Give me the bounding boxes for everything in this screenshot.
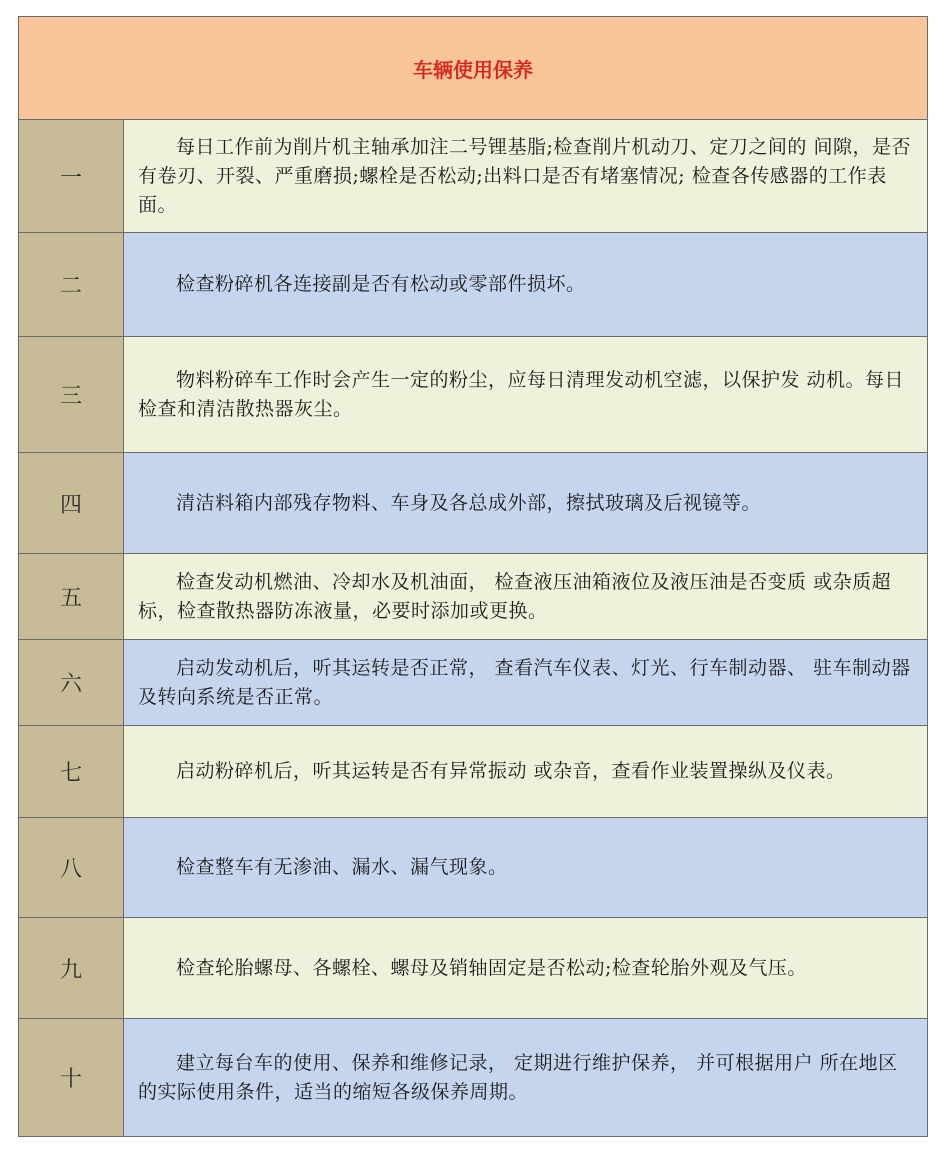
- row-number: 一: [19, 120, 124, 232]
- table-row: [19, 818, 927, 918]
- row-number: 四: [19, 453, 124, 553]
- row-text: 检查粉碎机各连接副是否有松动或零部件损坏。: [124, 233, 927, 336]
- row-text: 启动发动机后，听其运转是否正常， 查看汽车仪表、灯光、行车制动器、 驻车制动器及转向系统是否正常。: [124, 640, 927, 725]
- maintenance-table: [18, 16, 928, 1137]
- table-row: [19, 120, 927, 233]
- row-number: 二: [19, 233, 124, 336]
- row-number: 六: [19, 640, 124, 725]
- row-text: 检查整车有无渗油、漏水、漏气现象。: [124, 818, 927, 917]
- row-number: 七: [19, 726, 124, 817]
- row-number: 三: [19, 337, 124, 452]
- row-text: 启动粉碎机后，听其运转是否有异常振动 或杂音，查看作业装置操纵及仪表。: [124, 726, 927, 817]
- table-row: [19, 453, 927, 554]
- table-row: [19, 233, 927, 337]
- table-row: [19, 640, 927, 726]
- table-row: [19, 337, 927, 453]
- row-number: 十: [19, 1019, 124, 1136]
- row-number: 九: [19, 918, 124, 1018]
- table-row: [19, 554, 927, 640]
- table-row: [19, 1019, 927, 1136]
- row-number: 五: [19, 554, 124, 639]
- row-text: 检查轮胎螺母、各螺栓、螺母及销轴固定是否松动;检查轮胎外观及气压。: [124, 918, 927, 1018]
- row-text: 每日工作前为削片机主轴承加注二号锂基脂;检查削片机动刀、定刀之间的 间隙，是否有卷刃、开裂、严重磨损;螺栓是否松动;出料口是否有堵塞情况; 检查各传感器的工作表面。: [124, 120, 927, 232]
- row-text: 物料粉碎车工作时会产生一定的粉尘，应每日清理发动机空滤，以保护发 动机。每日检查和清洁散热器灰尘。: [124, 337, 927, 452]
- title-row: [19, 17, 927, 120]
- table-row: [19, 918, 927, 1019]
- table-row: [19, 726, 927, 818]
- table-title: 车辆使用保养: [413, 57, 533, 82]
- row-number: 八: [19, 818, 124, 917]
- row-text: 检查发动机燃油、冷却水及机油面， 检查液压油箱液位及液压油是否变质 或杂质超标，检查散热器防冻液量，必要时添加或更换。: [124, 554, 927, 639]
- row-text: 清洁料箱内部残存物料、车身及各总成外部，擦拭玻璃及后视镜等。: [124, 453, 927, 553]
- row-text: 建立每台车的使用、保养和维修记录， 定期进行维护保养， 并可根据用户 所在地区的实际使用条件，适当的缩短各级保养周期。: [124, 1019, 927, 1136]
